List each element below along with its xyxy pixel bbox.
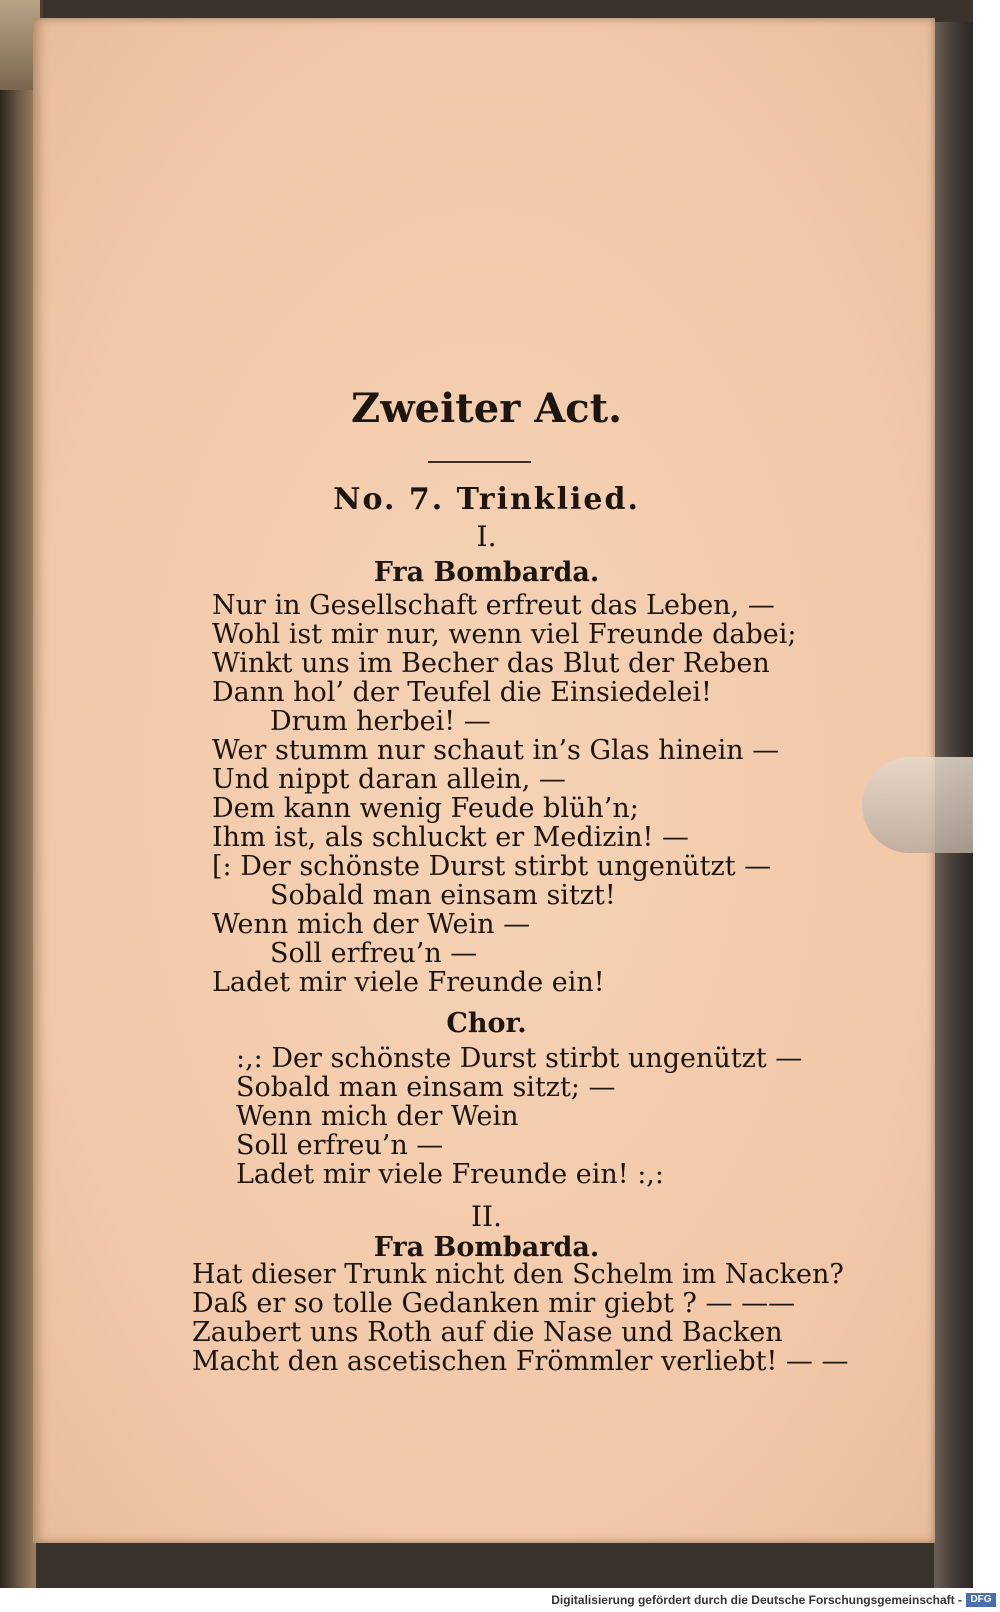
act-title: Zweiter Act. bbox=[351, 385, 622, 432]
verse-line: Hat dieser Trunk nicht den Schelm im Nacken? bbox=[192, 1259, 844, 1290]
verse-line: Dem kann wenig Feude blüh’n; bbox=[212, 793, 639, 824]
verse-line: [: Der schönste Durst stirbt ungenützt — bbox=[212, 851, 772, 882]
chorus-line: Soll erfreu’n — bbox=[236, 1130, 444, 1161]
footer-bar bbox=[0, 1591, 1000, 1612]
verse-line: Soll erfreu’n — bbox=[270, 938, 478, 969]
verse-numeral-1: I. bbox=[476, 520, 497, 553]
verse-numeral-2: II. bbox=[470, 1200, 503, 1233]
verse-line: Sobald man einsam sitzt! bbox=[270, 880, 616, 911]
chorus-line: Sobald man einsam sitzt; — bbox=[236, 1072, 616, 1103]
title-divider bbox=[428, 461, 531, 463]
verse-line: Winkt uns im Becher das Blut der Reben bbox=[212, 648, 770, 679]
verse-line: Daß er so tolle Gedanken mir giebt ? — —— bbox=[192, 1288, 796, 1319]
verse-line: Wohl ist mir nur, wenn viel Freunde dabei; bbox=[212, 619, 797, 650]
song-heading: No. 7. Trinklied. bbox=[333, 482, 640, 517]
verse-line: Und nippt daran allein, — bbox=[212, 764, 566, 795]
book-spine bbox=[0, 0, 36, 1588]
verse-line: Wer stumm nur schaut in’s Glas hinein — bbox=[212, 735, 780, 766]
footer-credit: Digitalisierung gefördert durch die Deutsche Forschungsgemeinschaft - bbox=[551, 1593, 962, 1607]
chorus-line: Ladet mir viele Freunde ein! :,: bbox=[236, 1159, 664, 1190]
chorus-line: Wenn mich der Wein bbox=[236, 1101, 519, 1132]
verse-line: Drum herbei! — bbox=[270, 706, 491, 737]
verse-line: Zaubert uns Roth auf die Nase und Backen bbox=[192, 1317, 783, 1348]
speaker-name-2: Fra Bombarda. bbox=[373, 1232, 600, 1263]
verse-line: Ladet mir viele Freunde ein! bbox=[212, 967, 605, 998]
page-clip bbox=[862, 757, 973, 853]
verse-line: Nur in Gesellschaft erfreut das Leben, — bbox=[212, 590, 775, 621]
verse-line: Wenn mich der Wein — bbox=[212, 909, 531, 940]
verse-line: Ihm ist, als schluckt er Medizin! — bbox=[212, 822, 689, 853]
chorus-label: Chor. bbox=[446, 1008, 527, 1039]
chorus-line: :,: Der schönste Durst stirbt ungenützt — bbox=[236, 1043, 803, 1074]
speaker-name-1: Fra Bombarda. bbox=[373, 557, 600, 588]
verse-line: Dann hol’ der Teufel die Einsiedelei! bbox=[212, 677, 712, 708]
verse-line: Macht den ascetischen Frömmler verliebt! — — bbox=[192, 1346, 849, 1377]
dfg-logo: DFG bbox=[966, 1593, 996, 1607]
